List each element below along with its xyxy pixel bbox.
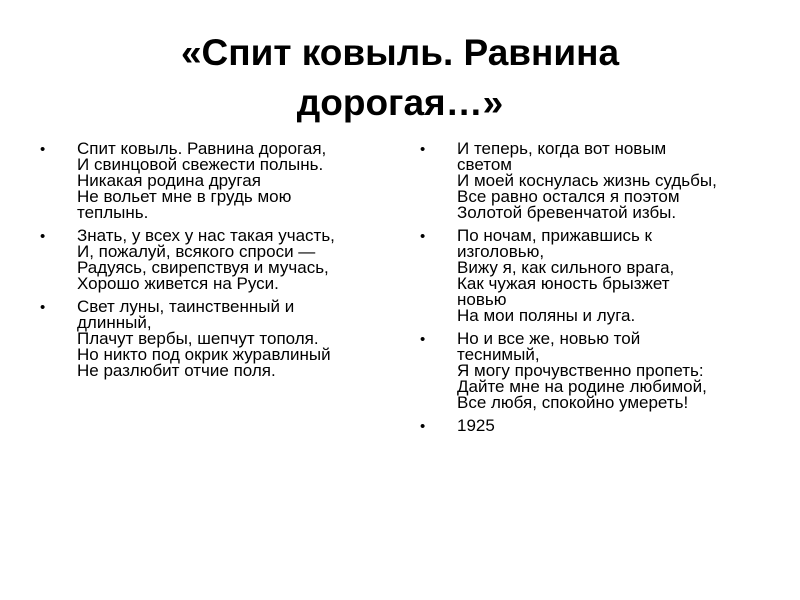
- left-column: [40, 141, 390, 386]
- bullet-icon: •: [40, 299, 46, 316]
- poem-line: И моей коснулась жизнь судьбы,: [457, 171, 717, 190]
- poem-line: И теперь, когда вот новым: [457, 139, 667, 158]
- stanza: [420, 141, 770, 221]
- poem-line: изголовью,: [457, 242, 545, 261]
- poem-line: Все равно остался я поэтом: [457, 187, 680, 206]
- poem-line: теплынь.: [77, 203, 149, 222]
- poem-line: Но и все же, новью той: [457, 329, 641, 348]
- poem-line: Вижу я, как сильного врага,: [457, 258, 675, 277]
- poem-line: И, пожалуй, всякого спроси —: [77, 242, 316, 261]
- slide-title: [60, 28, 740, 128]
- poem-line: Радуясь, свирепствуя и мучась,: [77, 258, 329, 277]
- stanza: [40, 299, 390, 379]
- bullet-icon: •: [40, 228, 46, 245]
- title-line-2: дорогая…»: [296, 82, 504, 123]
- stanza: [40, 228, 390, 292]
- bullet-icon: •: [420, 331, 426, 348]
- bullet-icon: •: [420, 228, 426, 245]
- poem-line: Свет луны, таинственный и: [77, 297, 295, 316]
- stanza: [40, 141, 390, 221]
- poem-line: На мои поляны и луга.: [457, 306, 636, 325]
- poem-line: Не вольет мне в грудь мою: [77, 187, 292, 206]
- poem-line: Как чужая юность брызжет: [457, 274, 670, 293]
- poem-line: По ночам, прижавшись к: [457, 226, 652, 245]
- title-line-1: «Спит ковыль. Равнина: [180, 32, 620, 73]
- stanza: [420, 228, 770, 324]
- poem-line: Я могу прочувственно пропеть:: [457, 361, 704, 380]
- stanza: [420, 331, 770, 411]
- poem-line: Знать, у всех у нас такая участь,: [77, 226, 335, 245]
- poem-line: И свинцовой свежести полынь.: [77, 155, 324, 174]
- poem-line: Но никто под окрик журавлиный: [77, 345, 331, 364]
- stanza: [420, 418, 770, 434]
- poem-line: Золотой бревенчатой избы.: [457, 203, 677, 222]
- bullet-icon: •: [420, 141, 426, 158]
- poem-line: Все любя, спокойно умереть!: [457, 393, 689, 412]
- right-column: [420, 141, 770, 441]
- poem-line: 1925: [457, 416, 495, 435]
- poem-line: длинный,: [77, 313, 152, 332]
- poem-line: теснимый,: [457, 345, 540, 364]
- bullet-icon: •: [420, 418, 426, 435]
- poem-line: Не разлюбит отчие поля.: [77, 361, 276, 380]
- bullet-icon: •: [40, 141, 46, 158]
- poem-line: Никакая родина другая: [77, 171, 261, 190]
- poem-line: новью: [457, 290, 507, 309]
- poem-line: Плачут вербы, шепчут тополя.: [77, 329, 319, 348]
- poem-line: Хорошо живется на Руси.: [77, 274, 279, 293]
- poem-line: Спит ковыль. Равнина дорогая,: [77, 139, 327, 158]
- poem-line: Дайте мне на родине любимой,: [457, 377, 707, 396]
- poem-line: светом: [457, 155, 512, 174]
